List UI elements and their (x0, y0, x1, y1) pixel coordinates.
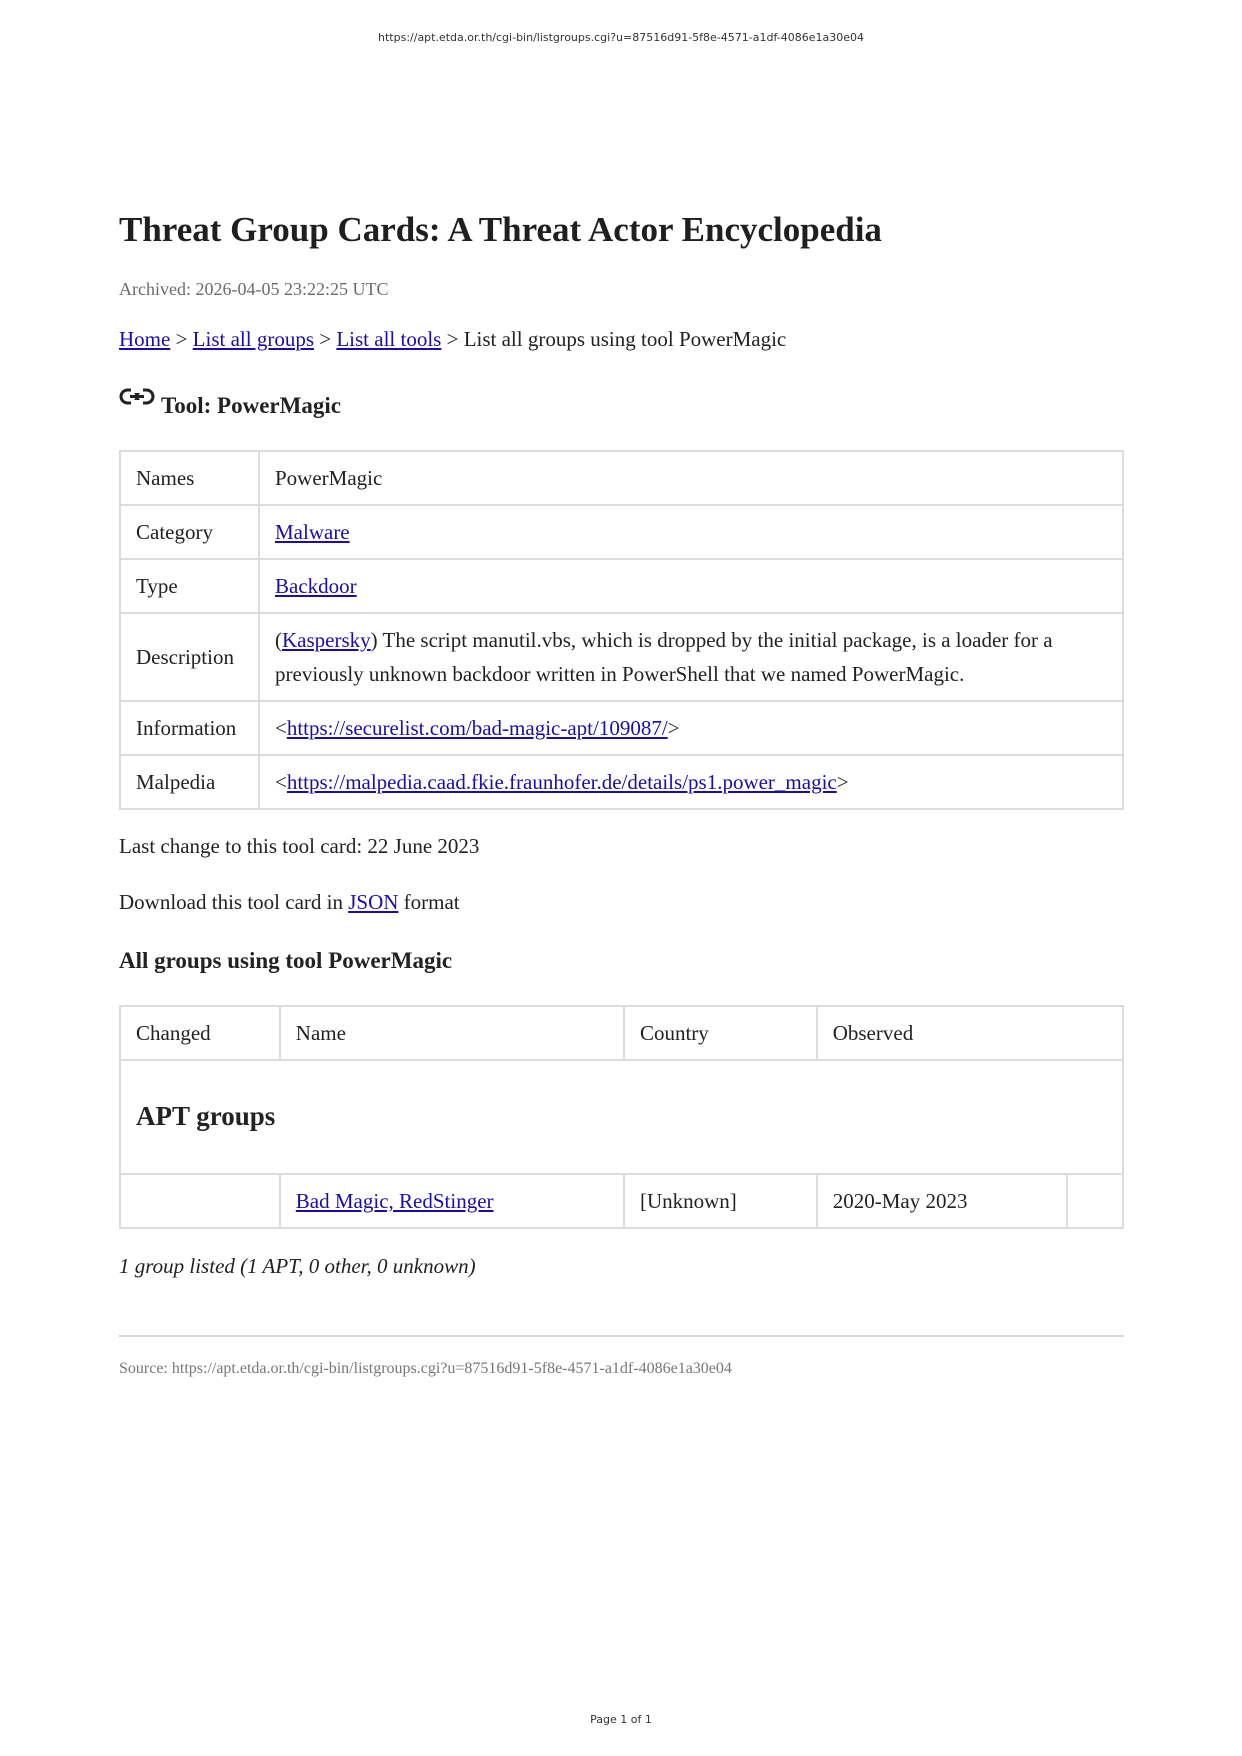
breadcrumb-separator: > (319, 327, 332, 351)
table-row (120, 505, 1123, 559)
column-header-country: Country (624, 1006, 817, 1060)
groups-summary: 1 group listed (1 APT, 0 other, 0 unknown) (119, 1254, 476, 1278)
print-footer-page-number: Page 1 of 1 (590, 1713, 652, 1726)
breadcrumb-current: List all groups using tool PowerMagic (463, 327, 787, 351)
type-cell (259, 559, 1123, 613)
description-text: ) The script manutil.vbs, which is dropped by the initial package, is a loader for a previously unknown backdoor written in PowerShell that we named PowerMagic. (275, 628, 1053, 686)
type-link[interactable]: Backdoor (275, 574, 357, 598)
names-label: Names (120, 451, 259, 505)
download-line (119, 889, 1124, 915)
table-row (120, 451, 1123, 505)
tool-info-table (119, 450, 1124, 810)
apt-groups-section (120, 1060, 1123, 1174)
groups-table (119, 1005, 1124, 1229)
main-content (119, 209, 1124, 1379)
table-row (120, 559, 1123, 613)
tool-heading-row (119, 382, 1124, 422)
json-download-link[interactable]: JSON (348, 890, 399, 914)
table-row (120, 613, 1123, 701)
section-row (120, 1060, 1123, 1174)
angle-open: < (275, 716, 287, 740)
breadcrumb-home-link[interactable]: Home (119, 327, 171, 351)
divider (119, 1335, 1124, 1337)
empty-cell (1067, 1174, 1123, 1228)
description-open-paren: ( (275, 628, 282, 652)
description-cell (259, 613, 1123, 701)
malpedia-cell (259, 755, 1123, 809)
archived-timestamp: Archived: 2026-04-05 23:22:25 UTC (119, 279, 389, 299)
table-row (120, 1174, 1123, 1228)
source-url: Source: https://apt.etda.or.th/cgi-bin/listgroups.cgi?u=87516d91-5f8e-4571-a1df-4086e1a30e04 (119, 1360, 732, 1377)
breadcrumb (119, 326, 1124, 352)
download-suffix: format (398, 890, 460, 914)
description-label: Description (120, 613, 259, 701)
category-cell (259, 505, 1123, 559)
table-header-row (120, 1006, 1123, 1060)
malpedia-label: Malpedia (120, 755, 259, 809)
angle-close: > (667, 716, 680, 740)
malpedia-link[interactable]: https://malpedia.caad.fkie.fraunhofer.de/details/ps1.power_magic (286, 770, 837, 794)
information-link[interactable]: https://securelist.com/bad-magic-apt/109087/ (286, 716, 668, 740)
observed-cell: 2020-May 2023 (817, 1174, 1067, 1228)
kaspersky-link[interactable]: Kaspersky (282, 628, 371, 652)
names-value: PowerMagic (259, 451, 1123, 505)
category-label: Category (120, 505, 259, 559)
group-link[interactable]: Bad Magic, RedStinger (295, 1189, 494, 1213)
information-label: Information (120, 701, 259, 755)
category-link[interactable]: Malware (275, 520, 350, 544)
column-header-changed: Changed (120, 1006, 280, 1060)
table-row (120, 755, 1123, 809)
last-change-text: Last change to this tool card: 22 June 2023 (119, 834, 480, 858)
link-icon (119, 386, 155, 408)
angle-open: < (275, 770, 287, 794)
page-title: Threat Group Cards: A Threat Actor Encyclopedia (119, 210, 882, 249)
download-prefix: Download this tool card in (119, 890, 349, 914)
breadcrumb-tools-link[interactable]: List all tools (336, 327, 442, 351)
column-header-observed: Observed (817, 1006, 1123, 1060)
type-label: Type (120, 559, 259, 613)
angle-close: > (836, 770, 849, 794)
section-title: APT groups (136, 1101, 276, 1131)
column-header-name: Name (280, 1006, 624, 1060)
breadcrumb-separator: > (446, 327, 459, 351)
changed-cell (120, 1174, 280, 1228)
name-cell (280, 1174, 624, 1228)
table-row (120, 701, 1123, 755)
breadcrumb-groups-link[interactable]: List all groups (192, 327, 314, 351)
print-header-url: https://apt.etda.or.th/cgi-bin/listgroups.cgi?u=87516d91-5f8e-4571-a1df-4086e1a30e04 (378, 31, 864, 44)
groups-heading: All groups using tool PowerMagic (119, 948, 453, 973)
information-cell (259, 701, 1123, 755)
tool-heading: Tool: PowerMagic (161, 393, 341, 418)
breadcrumb-separator: > (175, 327, 188, 351)
country-cell: [Unknown] (624, 1174, 817, 1228)
